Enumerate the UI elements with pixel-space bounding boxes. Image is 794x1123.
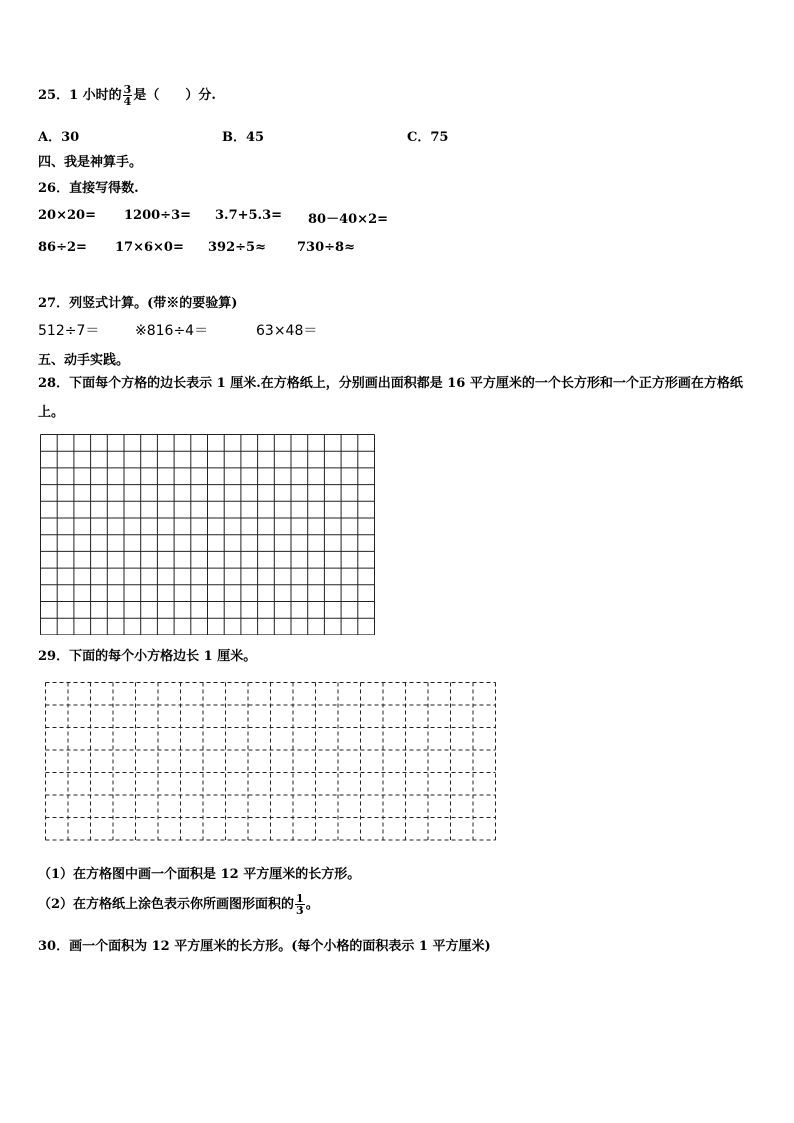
- q27-item: 512÷7＝: [38, 323, 100, 339]
- q29-sub2-prefix: （2）在方格纸上涂色表示你所画图形面积的: [38, 897, 295, 912]
- q27-item: ※816÷4＝: [135, 323, 209, 339]
- q25-question: [38, 84, 216, 107]
- section-4-heading: 四、我是神算手。: [38, 155, 143, 170]
- q27-item: 63×48＝: [256, 323, 318, 339]
- q26-item: 3.7+5.3=: [215, 208, 283, 223]
- q29-fraction-denominator: 3: [296, 904, 304, 917]
- q29-fraction-numerator: 1: [296, 892, 304, 905]
- q26-item: 17×6×0=: [115, 240, 184, 255]
- q26-title: 26．直接写得数.: [38, 181, 139, 196]
- q29-fraction: [295, 893, 305, 916]
- q29-subquestion-1: （1）在方格图中画一个面积是 12 平方厘米的长方形。: [38, 867, 361, 882]
- q26-item: 86÷2=: [38, 240, 87, 255]
- q26-item: 392÷5≈: [208, 240, 266, 255]
- q25-option-a: A．30: [38, 130, 80, 145]
- q29-subquestion-2: [38, 893, 319, 916]
- q26-item: 80－40×2=: [308, 212, 389, 227]
- q25-fraction-denominator: 4: [123, 95, 132, 108]
- q25-fraction-numerator: 3: [123, 83, 132, 96]
- q28-text: 28．下面每个方格的边长表示 1 厘米.在方格纸上，分别画出面积都是 16 平方厘米的一个长方形和一个正方形画在方格纸上。: [38, 376, 743, 420]
- q25-prefix: 25．1 小时的: [38, 88, 122, 103]
- q26-item: 1200÷3=: [124, 208, 192, 223]
- q25-suffix: 是（ ）分.: [133, 88, 216, 103]
- q27-title: 27．列竖式计算。(带※的要验算): [38, 296, 238, 311]
- q25-option-b: B．45: [222, 130, 265, 145]
- q29-dashed-grid: [45, 682, 497, 842]
- q26-item: 730÷8≈: [297, 240, 355, 255]
- q29-sub2-suffix: 。: [305, 897, 319, 912]
- q26-item: 20×20=: [38, 208, 96, 223]
- q30-text: 30．画一个面积为 12 平方厘米的长方形。(每个小格的面积表示 1 平方厘米): [38, 939, 491, 954]
- section-5-heading: 五、动手实践。: [38, 353, 130, 368]
- q25-fraction: [123, 84, 133, 107]
- q28-solid-grid: [40, 434, 377, 635]
- q29-title: 29．下面的每个小方格边长 1 厘米。: [38, 649, 257, 664]
- q25-option-c: C．75: [407, 130, 449, 145]
